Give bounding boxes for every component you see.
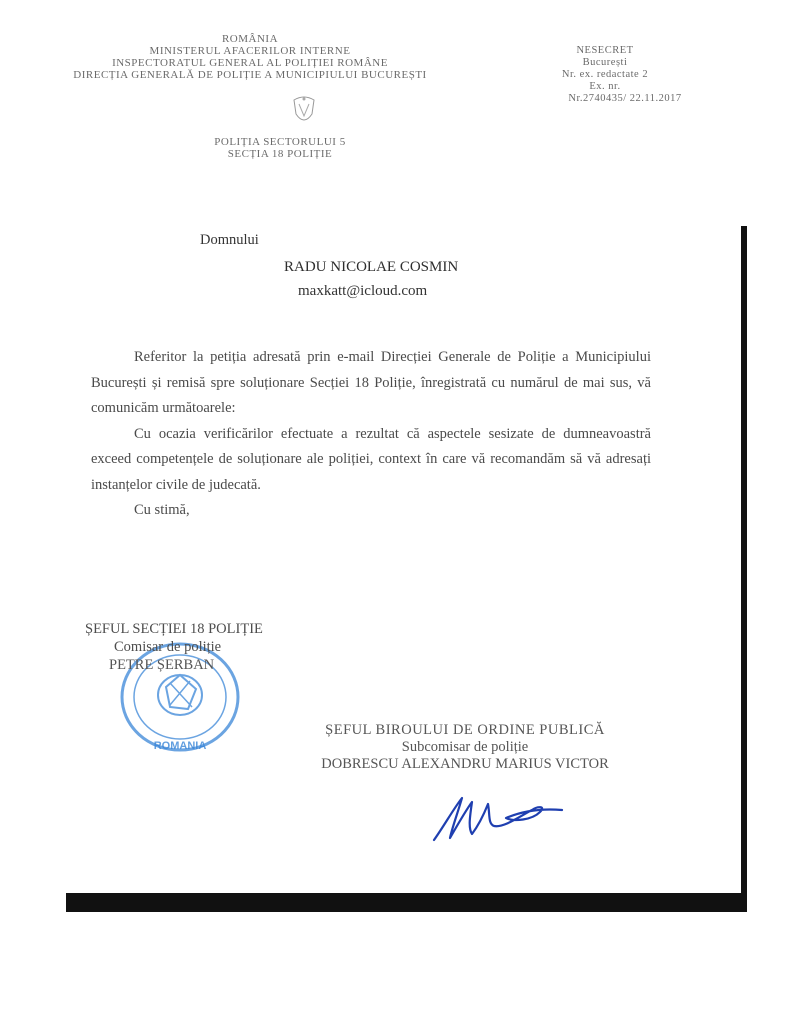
unit-line-2: SECȚIA 18 POLIȚIE: [227, 148, 333, 160]
letter-body: [91, 345, 651, 524]
unit-line-1: POLIȚIA SECTORULUI 5: [214, 136, 346, 148]
ministry-line: MINISTERUL AFACERILOR INTERNE: [149, 45, 351, 57]
inspectorate-line: INSPECTORATUL GENERAL AL POLIȚIEI ROMÂNE: [112, 57, 388, 69]
closing-line: Cu stimă,: [134, 502, 190, 518]
signatory-1-title: ȘEFUL SECȚIEI 18 POLIȚIE: [85, 621, 263, 637]
recipient-name: RADU NICOLAE COSMIN: [284, 259, 459, 275]
classification-copies: Nr. ex. redactate 2: [561, 69, 649, 80]
signatory-1-rank: Comisar de poliție: [114, 639, 222, 655]
signatory-2: [290, 722, 640, 773]
stamp-text: ROMANIA: [153, 740, 207, 752]
recipient-email: maxkatt@icloud.com: [298, 283, 428, 299]
classification-block: [515, 45, 695, 105]
signatory-2-name: DOBRESCU ALEXANDRU MARIUS VICTOR: [321, 756, 609, 772]
body-paragraph-1: Referitor la petiția adresată prin e-mail Direcției Generale de Poliție a Municipiului București și remisă spre soluționare Secției 18 Poliție, înregistrată cu numărul de mai sus, vă comunicăm următoarele:: [91, 349, 651, 416]
salutation: Domnului: [200, 232, 259, 248]
registration-number: Nr.2740435/ 22.11.2017: [568, 93, 682, 104]
signatory-2-title: ȘEFUL BIROULUI DE ORDINE PUBLICĂ: [325, 722, 605, 738]
handwritten-signature: [428, 788, 568, 848]
police-crest-icon: [286, 92, 322, 132]
country-line: ROMÂNIA: [221, 33, 279, 45]
police-unit: [185, 136, 375, 160]
classification-city: București: [582, 57, 628, 68]
institution-header: [60, 33, 440, 81]
scan-frame-right: [741, 226, 747, 912]
scan-frame-bottom: [66, 893, 747, 912]
signatory-1: [85, 620, 263, 674]
body-paragraph-2: Cu ocazia verificărilor efectuate a rezultat că aspectele sesizate de dumneavoastră exceed competențele de soluționare ale poliției, context în care vă recomandăm să vă adresați instanțelor civile de judecată.: [91, 425, 651, 493]
signatory-1-name: PETRE ȘERBAN: [109, 657, 215, 673]
classification-exemplar: Ex. nr.: [589, 81, 621, 92]
signatory-2-rank: Subcomisar de poliție: [401, 739, 529, 755]
classification-level: NESECRET: [576, 45, 634, 56]
directorate-line: DIRECȚIA GENERALĂ DE POLIȚIE A MUNICIPIULUI BUCUREȘTI: [73, 69, 427, 81]
